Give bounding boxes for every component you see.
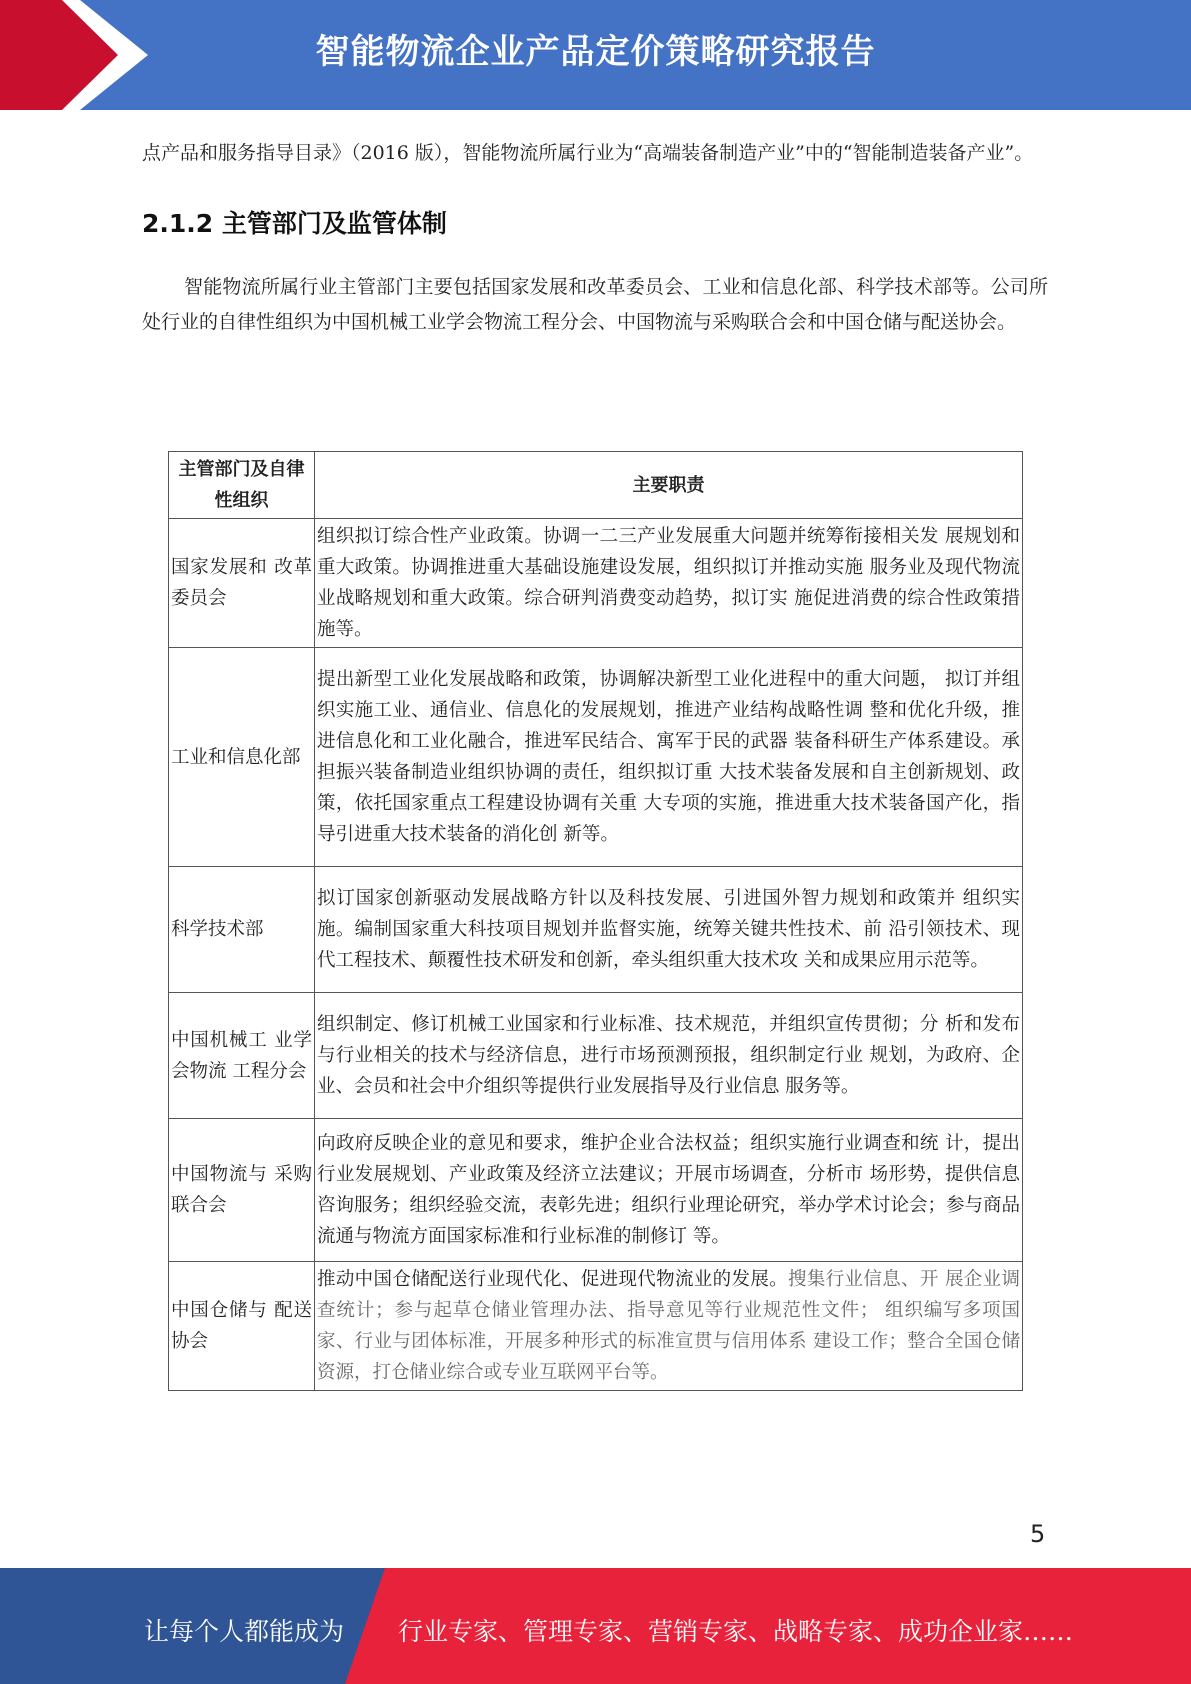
table-row (169, 993, 1023, 1119)
table-row (169, 1119, 1023, 1262)
section-heading: 2.1.2 主管部门及监管体制 (142, 209, 447, 238)
header-duty: 主要职责 (315, 452, 1023, 519)
footer-slogan-left: 让每个人都能成为 (144, 1617, 345, 1646)
duty-text: 推动中国仓储配送行业现代化、促进现代物流业的发展。 (317, 1269, 789, 1290)
header-org: 主管部门及自律性组织 (169, 452, 315, 519)
duty-cell: 组织拟订综合性产业政策。协调一二三产业发展重大问题并统筹衔接相关发 展规划和重大政策。协调推进重大基础设施建设发展，组织拟订并推动实施 服务业及现代物流业战略规划和重大政策。综合研判消费变动趋势，拟订实 施促进消费的综合性政策措施等。 (315, 519, 1023, 648)
table-row (169, 867, 1023, 993)
duty-cell: 组织制定、修订机械工业国家和行业标准、技术规范，并组织宣传贯彻；分 析和发布与行业相关的技术与经济信息，进行市场预测预报，组织制定行业 规划，为政府、企业、会员和社会中介组织等提供行业发展指导及行业信息 服务等。 (315, 993, 1023, 1119)
duty-cell: 向政府反映企业的意见和要求，维护企业合法权益；组织实施行业调查和统 计，提出行业发展规划、产业政策及经济立法建议；开展市场调查，分析市 场形势，提供信息咨询服务；组织经验交流，表彰先进；组织行业理论研究，举办学术讨论会；参与商品流通与物流方面国家标准和行业标准的制修订 等。 (315, 1119, 1023, 1262)
regulatory-bodies-table (168, 451, 1023, 1391)
table-row (169, 1262, 1023, 1391)
duty-cell: 提出新型工业化发展战略和政策，协调解决新型工业化进程中的重大问题， 拟订并组织实施工业、通信业、信息化的发展规划，推进产业结构战略性调 整和优化升级，推进信息化和工业化融合，推进军民结合、寓军于民的武器 装备科研生产体系建设。承担振兴装备制造业组织协调的责任，组织拟订重 大技术装备发展和自主创新规划、政策，依托国家重点工程建设协调有关重 大专项的实施，推进重大技术装备国产化，指导引进重大技术装备的消化创 新等。 (315, 648, 1023, 867)
org-name-cell: 中国物流与 采购联合会 (169, 1119, 315, 1262)
intro-paragraph: 点产品和服务指导目录》（2016 版），智能物流所属行业为“高端装备制造产业”中的“智能制造装备产业”。 (142, 142, 1034, 164)
section-paragraph: 智能物流所属行业主管部门主要包括国家发展和改革委员会、工业和信息化部、科学技术部等。公司所处行业的自律性组织为中国机械工业学会物流工程分会、中国物流与采购联合会和中国仓储与配送协会。 (142, 276, 1048, 333)
document-title: 智能物流企业产品定价策略研究报告 (315, 32, 876, 72)
duty-cell: 拟订国家创新驱动发展战略方针以及科技发展、引进国外智力规划和政策并 组织实施。编制国家重大科技项目规划并监督实施，统筹关键共性技术、前 沿引领技术、现代工程技术、颠覆性技术研发和创新，牵头组织重大技术攻 关和成果应用示范等。 (315, 867, 1023, 993)
table-row (169, 519, 1023, 648)
duty-text-extra: 搜集行业信息、开 展企业调查统计；参与起草仓储业管理办法、指导意见等行业规范性文件； 组织编写多项国家、行业与团体标准，开展多种形式的标准宣贯与信用体系 建设工作；整合全国仓储资源，打仓储业综合或专业互联网平台等。 (317, 1269, 1020, 1383)
duty-cell (315, 1262, 1023, 1391)
org-name-cell: 工业和信息化部 (169, 648, 315, 867)
org-name-cell: 国家发展和 改革委员会 (169, 519, 315, 648)
footer-slogan-right: 行业专家、管理专家、营销专家、战略专家、成功企业家…… (398, 1617, 1074, 1646)
header-arrow-decoration (0, 0, 160, 110)
org-name-cell: 科学技术部 (169, 867, 315, 993)
header-banner (0, 0, 1191, 110)
org-name-cell: 中国仓储与 配送协会 (169, 1262, 315, 1391)
footer-banner (0, 1568, 1191, 1684)
table-header-row (169, 452, 1023, 519)
org-name-cell: 中国机械工 业学会物流 工程分会 (169, 993, 315, 1119)
page-number: 5 (1030, 1520, 1046, 1548)
document-body (142, 136, 1048, 340)
table-row (169, 648, 1023, 867)
